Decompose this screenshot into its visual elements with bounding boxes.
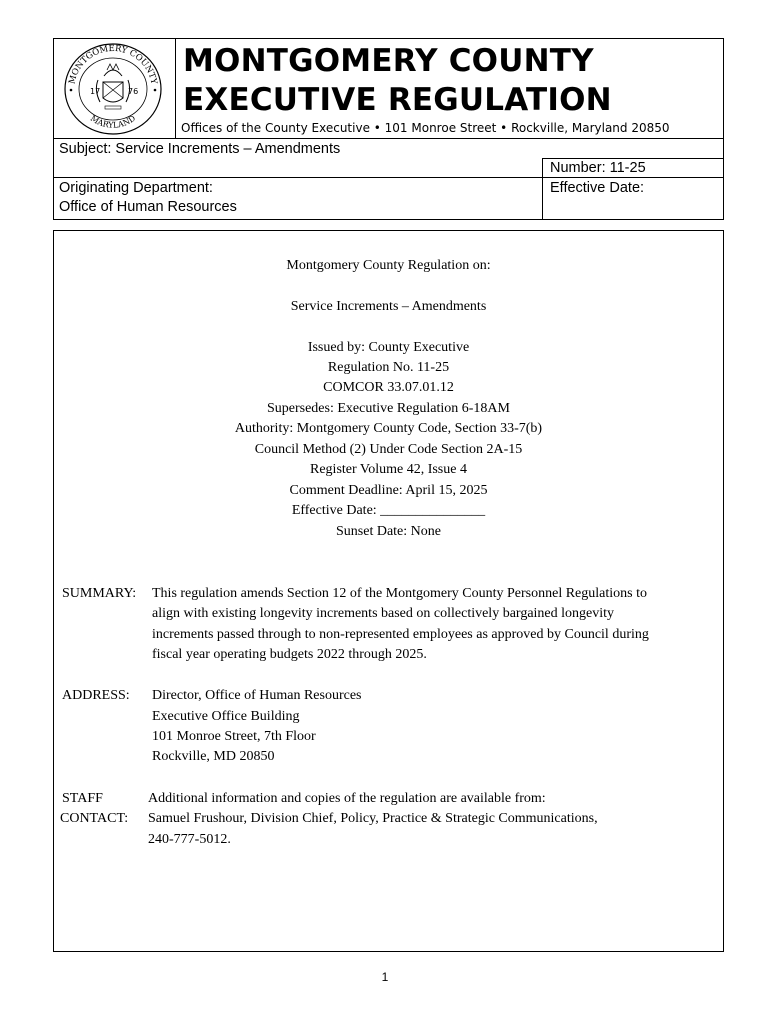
effective-date-field: Effective Date:: [550, 180, 645, 196]
address-line: Director, Office of Human Resources: [152, 688, 362, 703]
regulation-body: [53, 230, 724, 952]
regulation-no: Regulation No. 11-25: [327, 360, 450, 375]
header-vertical-divider: [542, 158, 543, 220]
address-line: Executive Office Building: [152, 709, 300, 724]
staff-line: 240-777-5012.: [148, 832, 231, 847]
staff-line: Additional information and copies of the regulation are available from:: [148, 791, 546, 806]
title-cell: [176, 39, 723, 138]
address-line: 101 Monroe Street, 7th Floor: [152, 729, 316, 744]
middle-divider: [54, 177, 723, 178]
svg-text:17: 17: [90, 87, 101, 96]
originating-department-label: Originating Department:: [59, 180, 213, 196]
subject-field: Subject: Service Increments – Amendments: [59, 141, 341, 157]
supersedes: Supersedes: Executive Regulation 6-18AM: [266, 401, 510, 416]
staff-label: STAFF: [62, 791, 103, 806]
svg-text:MONTGOMERY COUNTY: MONTGOMERY COUNTY: [67, 43, 159, 86]
summary-line: This regulation amends Section 12 of the Montgomery County Personnel Regulations to: [152, 586, 647, 601]
originating-department-value: Office of Human Resources: [59, 199, 237, 215]
regulation-heading: Montgomery County Regulation on:: [286, 258, 491, 273]
page-number: 1: [381, 970, 389, 984]
office-address-line: Offices of the County Executive • 101 Monroe Street • Rockville, Maryland 20850: [181, 121, 670, 135]
issued-by: Issued by: County Executive: [307, 340, 470, 355]
header-divider: [54, 138, 723, 139]
comcor: COMCOR 33.07.01.12: [323, 380, 454, 395]
address-line: Rockville, MD 20850: [152, 749, 275, 764]
comment-deadline: Comment Deadline: April 15, 2025: [289, 483, 488, 498]
header-box: [53, 38, 724, 220]
seal-cell: [54, 39, 176, 138]
effective-date-line: Effective Date: _______________: [291, 503, 486, 518]
regulation-number-field: Number: 11-25: [550, 160, 646, 176]
staff-line: Samuel Frushour, Division Chief, Policy, Practice & Strategic Communications,: [148, 811, 598, 826]
contact-label: CONTACT:: [60, 811, 129, 826]
summary-line: fiscal year operating budgets 2022 through 2025.: [152, 647, 427, 662]
county-seal-logo: [60, 40, 166, 136]
title-line-1: MONTGOMERY COUNTY: [183, 43, 594, 79]
register-volume: Register Volume 42, Issue 4: [310, 462, 467, 477]
summary-line: align with existing longevity increments based on collectively bargained longevity: [152, 606, 615, 621]
summary-line: increments passed through to non-represented employees as approved by Council during: [152, 627, 649, 642]
council-method: Council Method (2) Under Code Section 2A-15: [254, 442, 523, 457]
svg-text:MARYLAND: MARYLAND: [88, 113, 138, 130]
summary-label: SUMMARY:: [62, 586, 137, 601]
title-line-2: EXECUTIVE REGULATION: [183, 82, 612, 118]
address-label: ADDRESS:: [62, 688, 130, 703]
sunset-date: Sunset Date: None: [336, 524, 441, 539]
svg-text:76: 76: [128, 87, 139, 96]
regulation-title: Service Increments – Amendments: [290, 299, 487, 314]
authority: Authority: Montgomery County Code, Section 33-7(b): [234, 421, 543, 436]
